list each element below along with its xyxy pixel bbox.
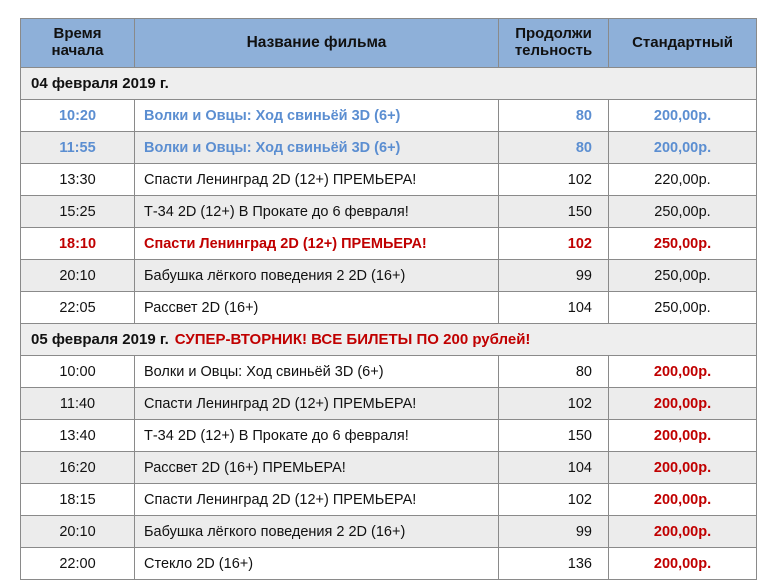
table-row[interactable] (21, 516, 757, 548)
duration-cell: 102 (499, 164, 609, 196)
table-row[interactable] (21, 356, 757, 388)
price-cell: 200,00р. (609, 356, 757, 388)
duration-cell: 102 (499, 228, 609, 260)
movie-title-cell: Волки и Овцы: Ход свиньёй 3D (6+) (135, 132, 499, 164)
table-row[interactable] (21, 292, 757, 324)
showtime-cell: 22:00 (21, 548, 135, 580)
date-label: 04 февраля 2019 г. (31, 75, 169, 92)
movie-title-cell: Стекло 2D (16+) (135, 548, 499, 580)
movie-title-cell: Бабушка лёгкого поведения 2 2D (16+) (135, 516, 499, 548)
table-row[interactable] (21, 388, 757, 420)
price-cell: 200,00р. (609, 100, 757, 132)
showtime-cell: 20:10 (21, 260, 135, 292)
date-separator-row (21, 324, 757, 356)
column-header-start-time (21, 19, 135, 68)
duration-cell: 80 (499, 356, 609, 388)
showtime-cell: 22:05 (21, 292, 135, 324)
duration-cell: 150 (499, 196, 609, 228)
duration-cell: 136 (499, 548, 609, 580)
price-cell: 200,00р. (609, 548, 757, 580)
duration-cell: 99 (499, 260, 609, 292)
date-separator-row (21, 68, 757, 100)
column-header-duration-line2: тельность (514, 42, 593, 59)
table-body (21, 68, 757, 580)
price-cell: 200,00р. (609, 132, 757, 164)
price-cell: 250,00р. (609, 228, 757, 260)
movie-title-cell: Спасти Ленинград 2D (12+) ПРЕМЬЕРА! (135, 228, 499, 260)
showtime-cell: 20:10 (21, 516, 135, 548)
showtime-cell: 15:25 (21, 196, 135, 228)
showtime-cell: 13:30 (21, 164, 135, 196)
duration-cell: 102 (499, 484, 609, 516)
column-header-standard-price: Стандартный (609, 19, 757, 68)
duration-cell: 80 (499, 132, 609, 164)
movie-title-cell: Рассвет 2D (16+) ПРЕМЬЕРА! (135, 452, 499, 484)
price-cell: 200,00р. (609, 420, 757, 452)
price-cell: 250,00р. (609, 260, 757, 292)
date-separator-cell (21, 324, 757, 356)
duration-cell: 150 (499, 420, 609, 452)
header-row (21, 19, 757, 68)
showtime-cell: 10:00 (21, 356, 135, 388)
column-header-start-time-line1: Время (53, 25, 102, 43)
showtime-cell: 18:15 (21, 484, 135, 516)
price-cell: 200,00р. (609, 388, 757, 420)
movie-title-cell: Волки и Овцы: Ход свиньёй 3D (6+) (135, 356, 499, 388)
showtime-cell: 11:40 (21, 388, 135, 420)
movie-title-cell: Рассвет 2D (16+) (135, 292, 499, 324)
price-cell: 250,00р. (609, 292, 757, 324)
movie-title-cell: Т-34 2D (12+) В Прокате до 6 февраля! (135, 420, 499, 452)
price-cell: 250,00р. (609, 196, 757, 228)
table-header (21, 19, 757, 68)
price-cell: 200,00р. (609, 516, 757, 548)
table-row[interactable] (21, 132, 757, 164)
movie-title-cell: Спасти Ленинград 2D (12+) ПРЕМЬЕРА! (135, 484, 499, 516)
column-header-movie-title: Название фильма (135, 19, 499, 68)
movie-title-cell: Спасти Ленинград 2D (12+) ПРЕМЬЕРА! (135, 388, 499, 420)
showtime-cell: 13:40 (21, 420, 135, 452)
price-cell: 200,00р. (609, 452, 757, 484)
table-row[interactable] (21, 260, 757, 292)
table-row[interactable] (21, 100, 757, 132)
movie-title-cell: Бабушка лёгкого поведения 2 2D (16+) (135, 260, 499, 292)
movie-schedule-table (20, 18, 757, 580)
column-header-start-time-line2: начала (51, 42, 104, 59)
showtime-cell: 11:55 (21, 132, 135, 164)
movie-title-cell: Т-34 2D (12+) В Прокате до 6 февраля! (135, 196, 499, 228)
table-row[interactable] (21, 420, 757, 452)
column-header-duration (499, 19, 609, 68)
movie-title-cell: Спасти Ленинград 2D (12+) ПРЕМЬЕРА! (135, 164, 499, 196)
table-row[interactable] (21, 164, 757, 196)
price-cell: 220,00р. (609, 164, 757, 196)
duration-cell: 104 (499, 452, 609, 484)
date-separator-cell (21, 68, 757, 100)
date-label: 05 февраля 2019 г. (31, 331, 169, 348)
duration-cell: 99 (499, 516, 609, 548)
table-row[interactable] (21, 484, 757, 516)
duration-cell: 102 (499, 388, 609, 420)
movie-title-cell: Волки и Овцы: Ход свиньёй 3D (6+) (135, 100, 499, 132)
showtime-cell: 16:20 (21, 452, 135, 484)
duration-cell: 80 (499, 100, 609, 132)
table-row[interactable] (21, 452, 757, 484)
table-row[interactable] (21, 228, 757, 260)
showtime-cell: 10:20 (21, 100, 135, 132)
column-header-duration-line1: Продолжи (515, 25, 592, 43)
duration-cell: 104 (499, 292, 609, 324)
table-row[interactable] (21, 196, 757, 228)
price-cell: 200,00р. (609, 484, 757, 516)
showtime-cell: 18:10 (21, 228, 135, 260)
promo-label: СУПЕР-ВТОРНИК! ВСЕ БИЛЕТЫ ПО 200 рублей! (174, 331, 531, 348)
